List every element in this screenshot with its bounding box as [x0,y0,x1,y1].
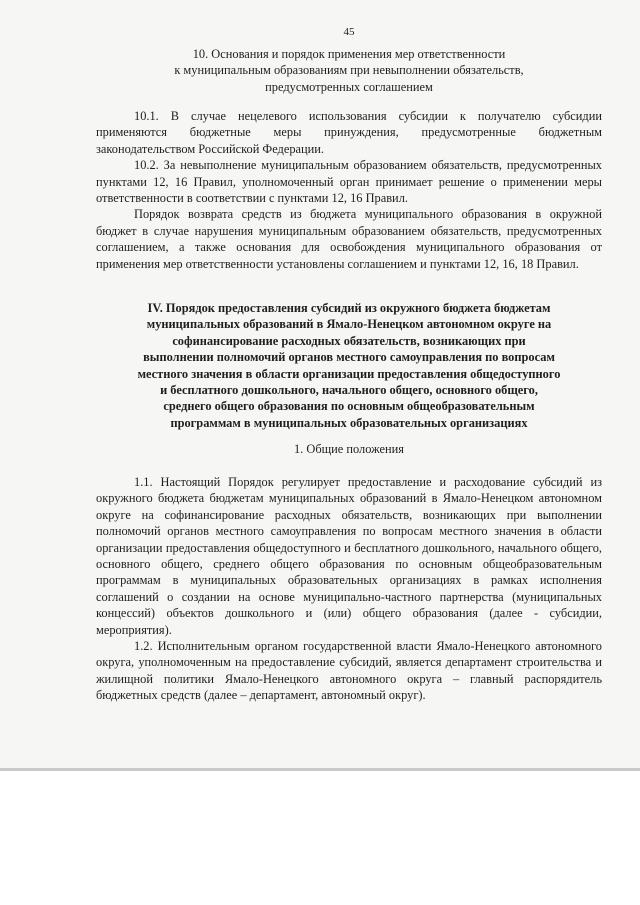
page-edge [0,768,640,771]
heading-line: и бесплатного дошкольного, начального общего, основного общего, [160,383,538,398]
page-number: 45 [343,26,355,38]
section-10-body [96,108,602,272]
heading-line: выполнении полномочий органов местного самоуправления по вопросам [143,350,555,365]
heading-line: местного значения в области организации предоставления общедоступного [137,366,561,381]
heading-line: программам в муниципальных образовательных организациях [170,415,528,430]
heading-line: IV. Порядок предоставления субсидий из окружного бюджета бюджетам [147,301,551,315]
section-10-heading [96,46,602,95]
heading-line: софинансирование расходных обязательств, возникающих при [172,333,526,348]
heading-line: среднего общего образования по основным общеобразовательным [163,399,535,414]
section-1-heading [96,441,602,457]
paragraph-10-1: 10.1. В случае нецелевого использования субсидии к получателю субсидии применяются бюджетные меры принуждения, предусмотренные бюджетным законодательством Российской Федерации. [96,109,602,156]
subsection-title: 1. Общие положения [293,442,404,456]
heading-line: предусмотренных соглашением [265,79,433,94]
paragraph-return-order: Порядок возврата средств из бюджета муниципального образования в окружной бюджет в случае нарушения муниципальным образованием обязательств, предусмотренных соглашением, а также основания для освобождения муниципального образования от применения мер ответственности установлены соглашением и пунктами 12, 16, 18 Правил. [96,207,602,271]
section-iv-heading [96,300,602,431]
heading-line: к муниципальным образованиям при невыполнении обязательств, [174,63,524,78]
paragraph-1-1: 1.1. Настоящий Порядок регулирует предоставление и расходование субсидий из окружного бюджета бюджетам муниципальных образований в Ямало-Ненецком автономном округе на софинансирование расходных обязательств, возникающих при выполнении полномочий органов местного самоуправления по вопросам местного значения в области организации предоставления общедоступного и бесплатного дошкольного, начального общего, основного общего, среднего общего образования по основным общеобразовательным программам в муниципальных образовательных организациях в рамках исполнения соглашений о создании на основе муниципально-частного партнерства (муниципальных концессий) объектов дошкольного и (или) общего образования (далее - субсидии, мероприятия). [96,475,602,637]
section-1-body [96,474,602,704]
heading-line: 10. Основания и порядок применения мер ответственности [192,47,506,61]
paragraph-10-2: 10.2. За невыполнение муниципальным образованием обязательств, предусмотренных пунктами 12, 16 Правил, уполномоченный орган принимает решение о применении меры ответственности в соответствии с пунктами 12, 16 Правил. [96,158,602,206]
heading-line: муниципальных образований в Ямало-Ненецком автономном округе на [146,317,552,332]
paragraph-1-2: 1.2. Исполнительным органом государственной власти Ямало-Ненецкого автономного округа, уполномоченным на предоставление субсидий, является департамент строительства и жилищной политики Ямало-Ненецкого автономного округа – главный распорядитель бюджетных средств (далее – департамент, автономный округ). [96,639,602,703]
